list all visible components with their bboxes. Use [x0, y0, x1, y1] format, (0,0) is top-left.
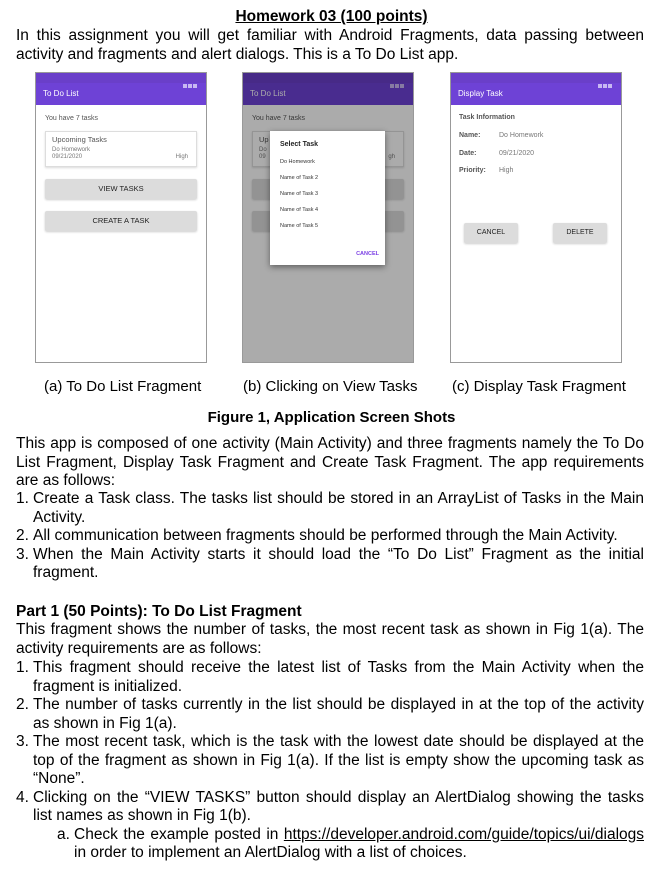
task-information-heading: Task Information — [459, 114, 515, 121]
dialog-title: Select Task — [280, 141, 319, 148]
status-bar — [36, 73, 206, 83]
dialog-item[interactable]: Do Homework — [280, 159, 315, 165]
create-task-button[interactable]: CREATE A TASK — [45, 211, 197, 231]
dialog-item[interactable]: Name of Task 5 — [280, 223, 319, 229]
card-task-priority: gh — [388, 154, 395, 160]
sub-list-item: a. Check the example posted in https://developer.android.com/guide/topics/ui/dialogs in order to implement an AlertDialog with a list of choices. — [57, 825, 644, 861]
card-task-name: Do Homework — [52, 147, 91, 153]
card-task-priority: High — [175, 154, 188, 160]
list-item: 1. Create a Task class. The tasks list should be stored in an ArrayList of Tasks in the Main Activity. — [16, 490, 644, 526]
card-task-date: 09 — [259, 154, 266, 160]
list-item: 4. Clicking on the “VIEW TASKS” button should display an AlertDialog showing the tasks list names as shown in Fig 1(b). a. Check the example posted in https://developer.android.com/guide/topics/ui/dialogs in order to implement an AlertDialog with a list of choices. — [16, 788, 644, 861]
list-item: 2. The number of tasks currently in the list should be displayed in at the top of the activity as shown in Fig 1(a). — [16, 696, 644, 732]
card-title: Up — [259, 135, 269, 144]
caption-b: (b) Clicking on View Tasks — [243, 378, 418, 395]
upcoming-task-card — [45, 131, 197, 167]
dialog-item[interactable]: Name of Task 3 — [280, 191, 319, 197]
android-dialogs-link[interactable]: https://developer.android.com/guide/topics/ui/dialogs — [283, 825, 644, 843]
date-value: 09/21/2020 — [499, 150, 535, 157]
intro-paragraph: In this assignment you will get familiar with Android Fragments, data passing between activity and fragments and alert dialogs. This is a To Do List app. — [16, 27, 644, 63]
priority-value: High — [499, 167, 514, 174]
caption-a: (a) To Do List Fragment — [44, 378, 202, 395]
app-bar-title: To Do List — [36, 83, 206, 105]
list-item: 1. This fragment should receive the latest list of Tasks from the Main Activity when the fragment is initialized. — [16, 659, 644, 695]
app-bar-title: Display Task — [451, 83, 621, 105]
name-value: Do Homework — [499, 132, 544, 139]
overview-paragraph: This app is composed of one activity (Main Activity) and three fragments namely the To Do List Fragment, Display Task Fragment and Create Task Fragment. The app requirements are as follows: — [16, 435, 644, 489]
name-label: Name: — [459, 132, 481, 139]
status-bar — [451, 73, 621, 83]
part1-heading: Part 1 (50 Points): To Do List Fragment — [16, 603, 302, 620]
delete-button[interactable]: DELETE — [553, 223, 607, 243]
figure-title: Figure 1, Application Screen Shots — [207, 409, 456, 426]
select-task-dialog — [270, 131, 385, 265]
screenshot-select-task-dialog — [242, 72, 414, 363]
part1-intro: This fragment shows the number of tasks, the most recent task as shown in Fig 1(a). The activity requirements are as follows: — [16, 621, 644, 657]
card-task-date: 09/21/2020 — [52, 154, 83, 160]
requirements-list — [16, 490, 644, 583]
caption-c: (c) Display Task Fragment — [452, 378, 626, 395]
tasks-count: You have 7 tasks — [252, 115, 306, 122]
dialog-cancel-button[interactable]: CANCEL — [356, 251, 379, 257]
date-label: Date: — [459, 150, 477, 157]
list-item: 2. All communication between fragments should be performed through the Main Activity. — [16, 527, 618, 544]
part1-requirements-list — [16, 659, 644, 863]
screenshot-display-task — [450, 72, 622, 363]
list-item: 3. When the Main Activity starts it should load the “To Do List” Fragment as the initial fragment. — [16, 545, 644, 581]
screenshot-todo-list — [35, 72, 207, 363]
app-bar-title: To Do List — [243, 83, 413, 105]
priority-label: Priority: — [459, 167, 486, 174]
dialog-item[interactable]: Name of Task 4 — [280, 207, 319, 213]
dialog-item[interactable]: Name of Task 2 — [280, 175, 319, 181]
card-task-name: Do — [259, 147, 267, 153]
view-tasks-button[interactable]: VIEW TASKS — [45, 179, 197, 199]
tasks-count: You have 7 tasks — [45, 115, 99, 122]
document-title: Homework 03 (100 points) — [235, 8, 428, 25]
list-item: 3. The most recent task, which is the task with the lowest date should be displayed at the top of the fragment as shown in Fig 1(a). If the list is empty show the upcoming task as “None”. — [16, 733, 644, 787]
card-title: Upcoming Tasks — [52, 135, 107, 144]
cancel-button[interactable]: CANCEL — [464, 223, 518, 243]
